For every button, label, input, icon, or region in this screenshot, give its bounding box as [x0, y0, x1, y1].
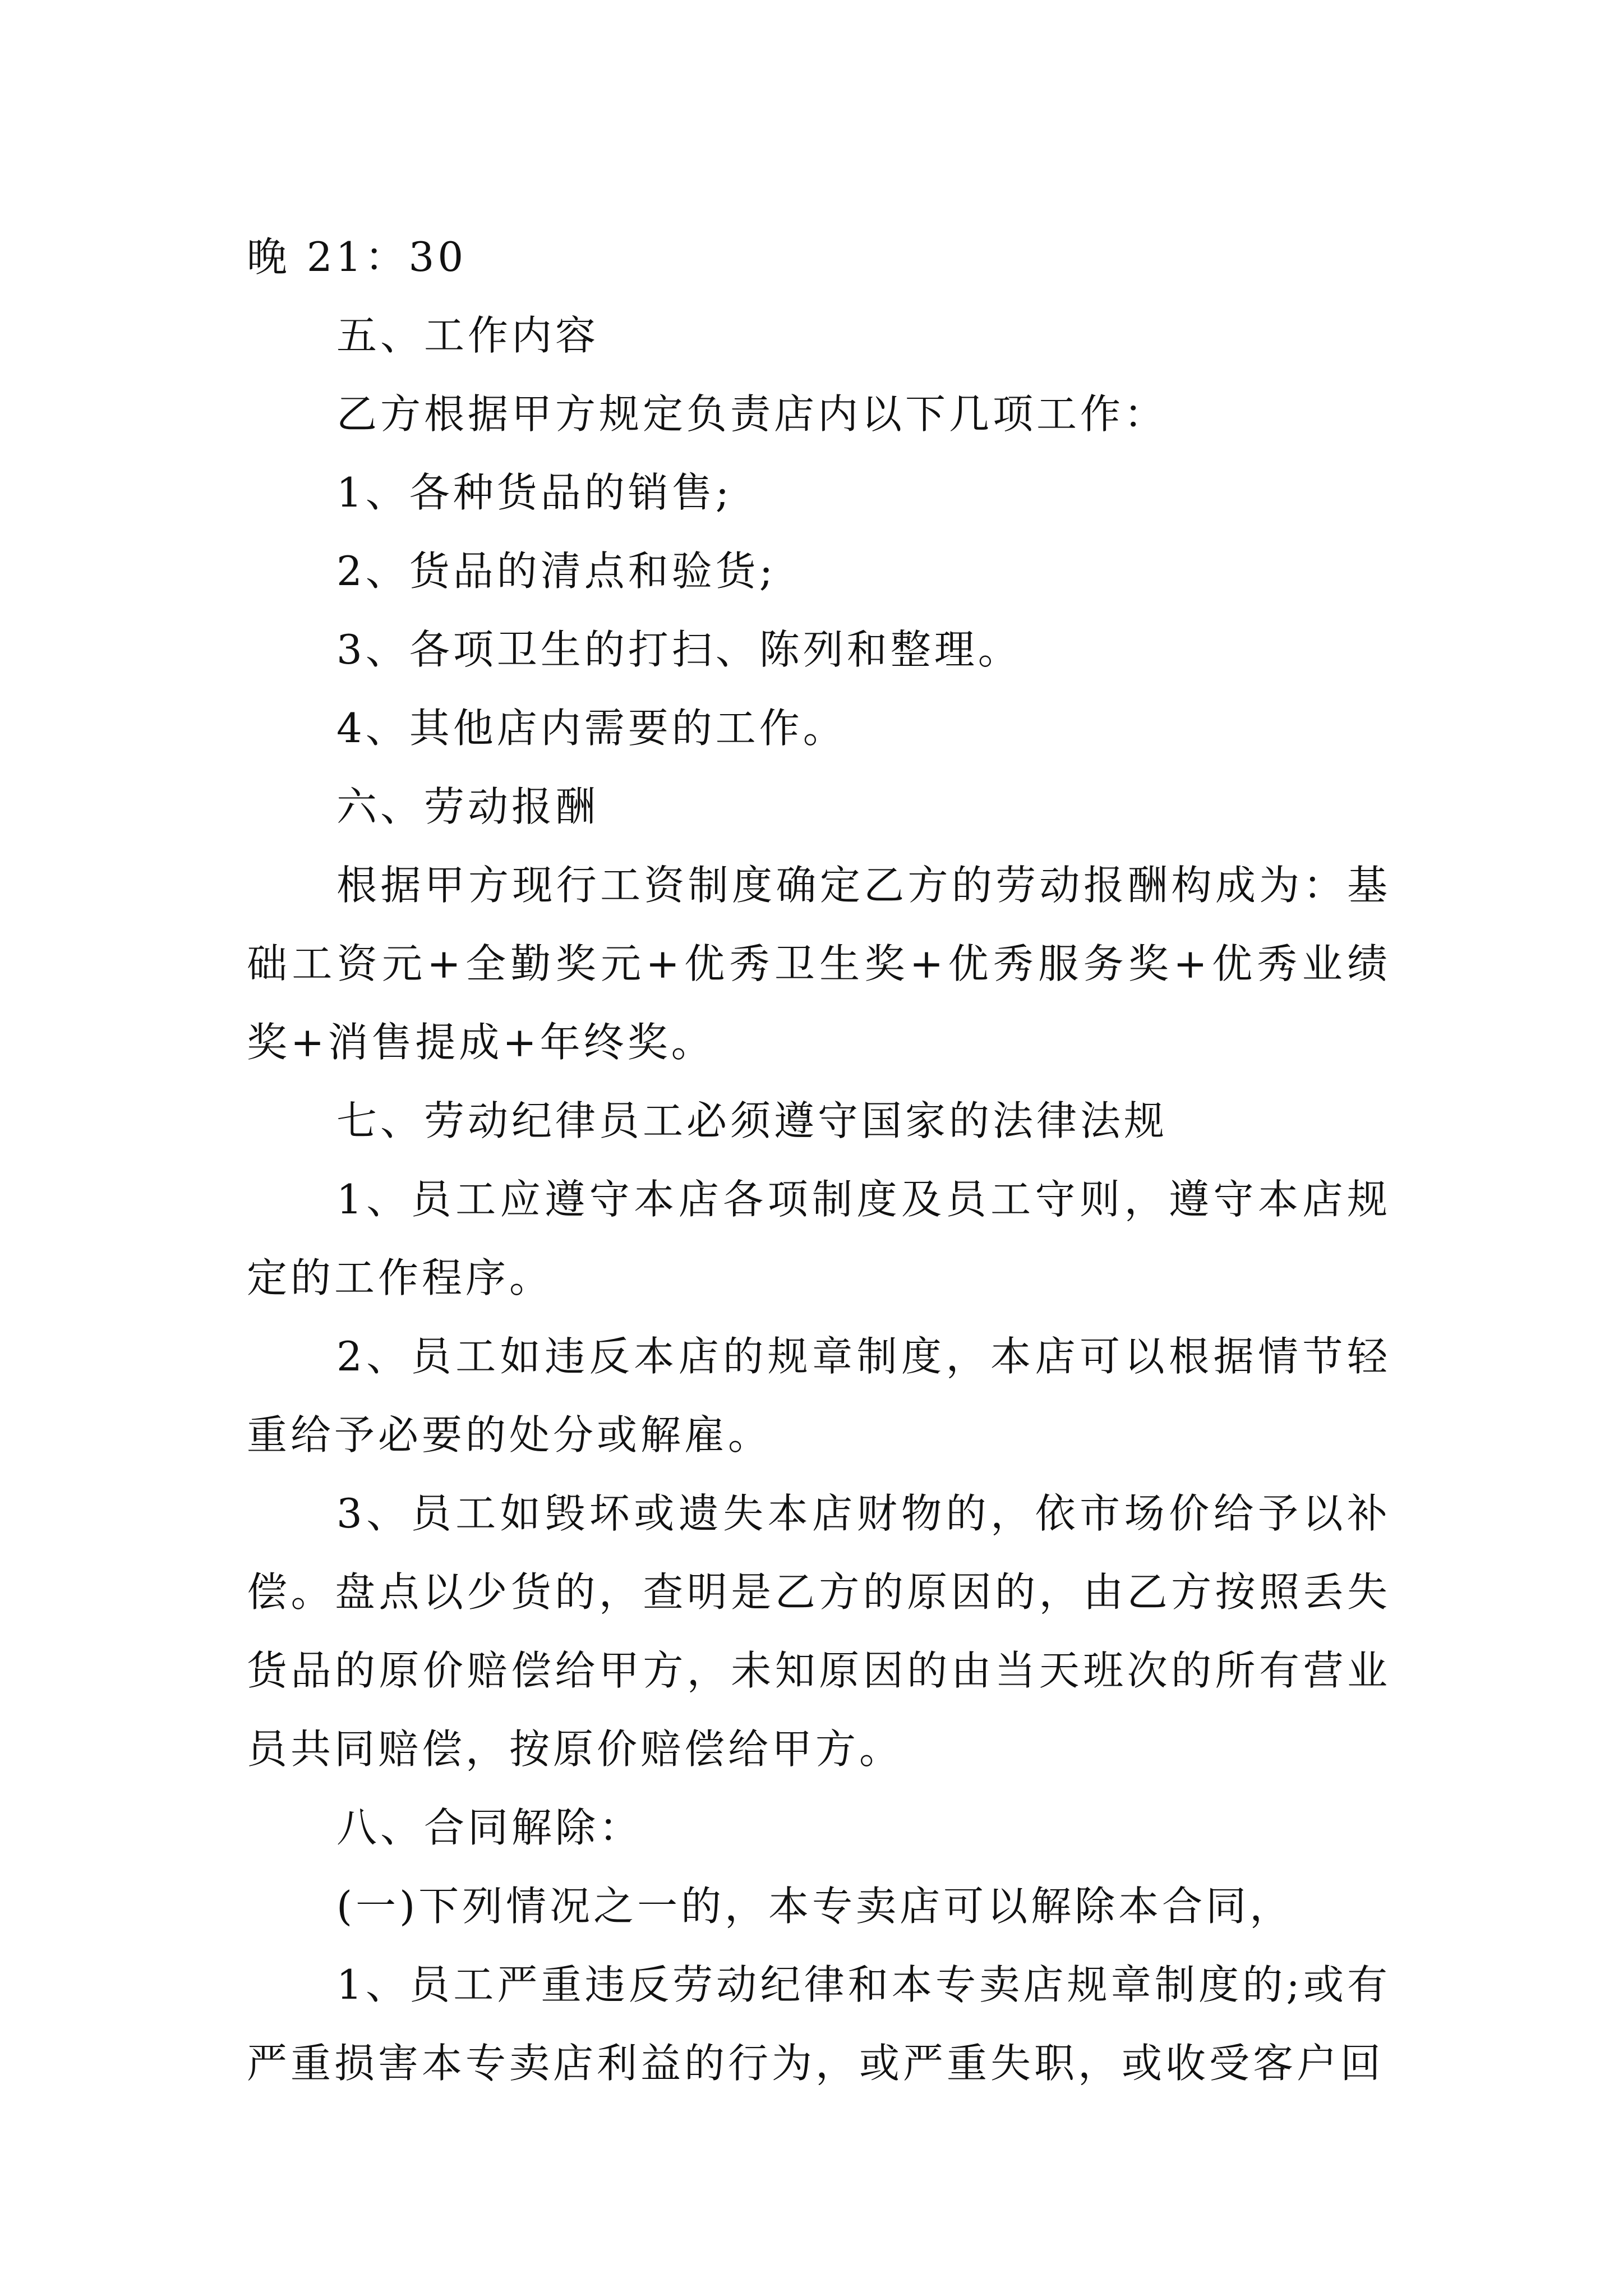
list-item-work-2: 2、货品的清点和验货; — [336, 547, 777, 595]
section-heading-discipline: 七、劳动纪律员工必须遵守国家的法律法规 — [336, 1097, 1168, 1144]
section-heading-termination: 八、合同解除： — [336, 1804, 643, 1851]
list-item-discipline-1: 1、员工应遵守本店各项制度及员工守则，遵守本店规定的工作程序。 — [247, 1176, 1391, 1301]
list-item-discipline-3: 3、员工如毁坏或遗失本店财物的，依市场价给予以补偿。盘点以少货的，查明是乙方的原因的，由乙方按照丢失货品的原价赔偿给甲方，未知原因的由当天班次的所有营业员共同赔偿，按原价赔偿给甲方。 — [247, 1490, 1391, 1773]
list-item-work-1: 1、各种货品的销售; — [336, 469, 733, 516]
paragraph-termination-conditions: (一)下列情况之一的，本专卖店可以解除本合同， — [336, 1883, 1294, 1930]
paragraph-compensation: 根据甲方现行工资制度确定乙方的劳动报酬构成为：基础工资元+全勤奖元+优秀卫生奖+优秀服务奖+优秀业绩奖+消售提成+年终奖。 — [247, 862, 1391, 1066]
list-item-termination-1: 1、员工严重违反劳动纪律和本专卖店规章制度的;或有严重损害本专卖店利益的行为，或严重失职，或收受客户回 — [247, 1961, 1391, 2087]
document-body — [247, 218, 1391, 2102]
list-item-work-3: 3、各项卫生的打扫、陈列和整理。 — [336, 626, 1022, 673]
paragraph-work-intro: 乙方根据甲方规定负责店内以下几项工作： — [336, 390, 1168, 438]
section-heading-work-content: 五、工作内容 — [336, 312, 600, 359]
paragraph-time-continuation: 晚 21：30 — [247, 233, 467, 280]
list-item-discipline-2: 2、员工如违反本店的规章制度，本店可以根据情节轻重给予必要的处分或解雇。 — [247, 1333, 1391, 1458]
list-item-work-4: 4、其他店内需要的工作。 — [336, 705, 847, 752]
section-heading-compensation: 六、劳动报酬 — [336, 783, 600, 830]
